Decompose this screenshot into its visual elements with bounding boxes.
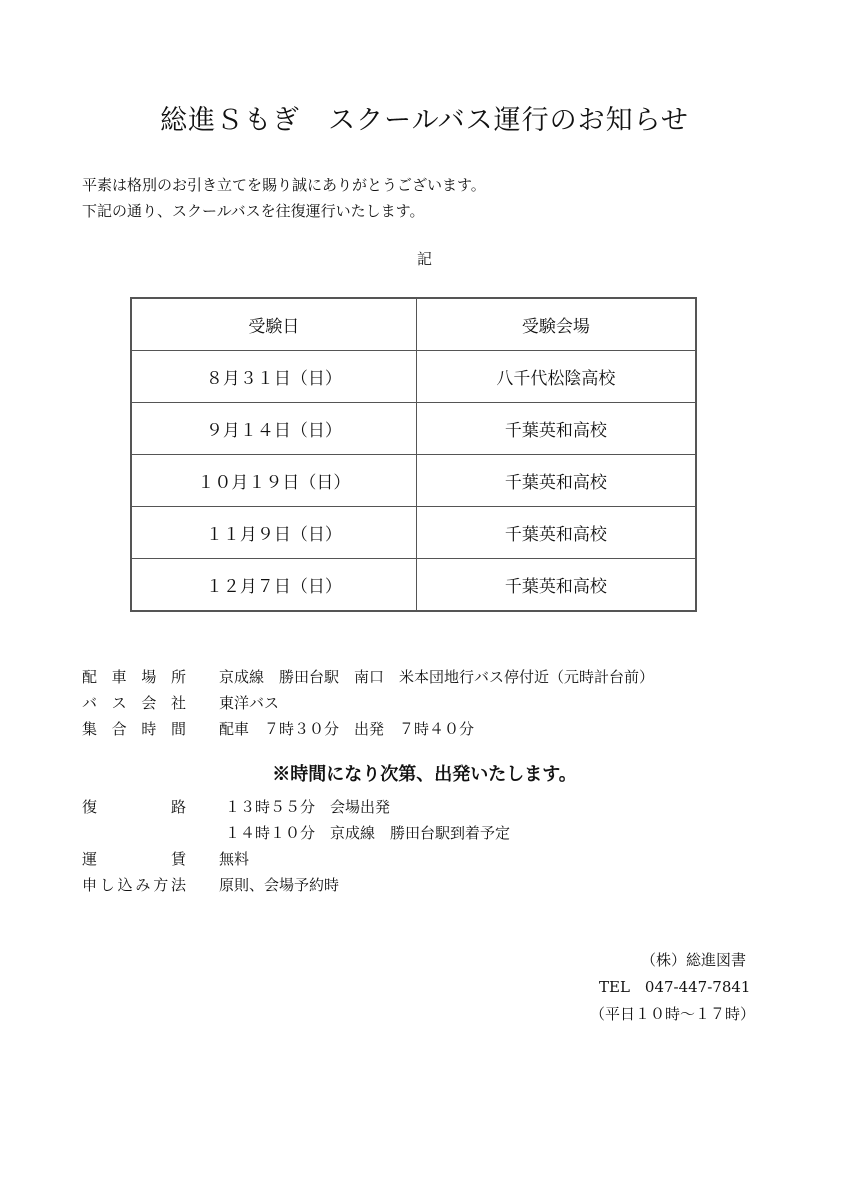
- exam-venue-cell: 千葉英和高校: [416, 507, 696, 559]
- exam-venue-cell: 千葉英和高校: [416, 455, 696, 507]
- return-label: 復路: [82, 798, 186, 816]
- company-name: （株）総進図書: [640, 951, 746, 969]
- return-value-line-1: １３時５５分 会場出発: [225, 798, 391, 816]
- intro-line-2: 下記の通り、スクールバスを往復運行いたします。: [82, 202, 425, 220]
- fare-value: 無料: [219, 850, 250, 868]
- ki-heading: 記: [416, 250, 432, 268]
- schedule-table: [130, 297, 697, 612]
- exam-date-cell: １０月１９日（日）: [131, 455, 416, 507]
- header-exam-date: 受験日: [131, 298, 416, 351]
- table-row: [131, 403, 696, 455]
- company-hours: （平日１０時～１７時）: [589, 1005, 755, 1023]
- pickup-label: 配車場所: [82, 668, 186, 686]
- exam-date-cell: １２月７日（日）: [131, 559, 416, 612]
- departure-notice: ※時間になり次第、出発いたします。: [272, 764, 577, 785]
- application-label: 申し込み方法: [82, 876, 186, 894]
- company-info: [590, 947, 755, 1028]
- exam-venue-cell: 千葉英和高校: [416, 403, 696, 455]
- pickup-value: 京成線 勝田台駅 南口 米本団地行バス停付近（元時計台前）: [219, 668, 655, 686]
- exam-venue-cell: 千葉英和高校: [416, 559, 696, 612]
- table-header-row: [131, 298, 696, 351]
- company-phone: TEL 047-447-7841: [598, 978, 751, 996]
- table-row: [131, 455, 696, 507]
- application-value: 原則、会場予約時: [219, 876, 340, 894]
- intro-text: [82, 172, 486, 224]
- page-title: 総進Ｓもぎ スクールバス運行のお知らせ: [160, 105, 689, 136]
- bus-company-label: バス会社: [82, 694, 186, 712]
- table-row: [131, 559, 696, 612]
- header-exam-venue: 受験会場: [416, 298, 696, 351]
- intro-line-1: 平素は格別のお引き立てを賜り誠にありがとうございます。: [82, 176, 486, 194]
- table-row: [131, 507, 696, 559]
- return-value-line-2: １４時１０分 京成線 勝田台駅到着予定: [225, 824, 511, 842]
- fare-label: 運賃: [82, 850, 186, 868]
- meeting-time-label: 集合時間: [82, 720, 186, 738]
- table-row: [131, 351, 696, 403]
- meeting-time-value: 配車 ７時３０分 出発 ７時４０分: [219, 720, 475, 738]
- exam-venue-cell: 八千代松陰高校: [416, 351, 696, 403]
- exam-date-cell: ８月３１日（日）: [131, 351, 416, 403]
- exam-date-cell: ９月１４日（日）: [131, 403, 416, 455]
- exam-date-cell: １１月９日（日）: [131, 507, 416, 559]
- bus-company-value: 東洋バス: [219, 694, 280, 712]
